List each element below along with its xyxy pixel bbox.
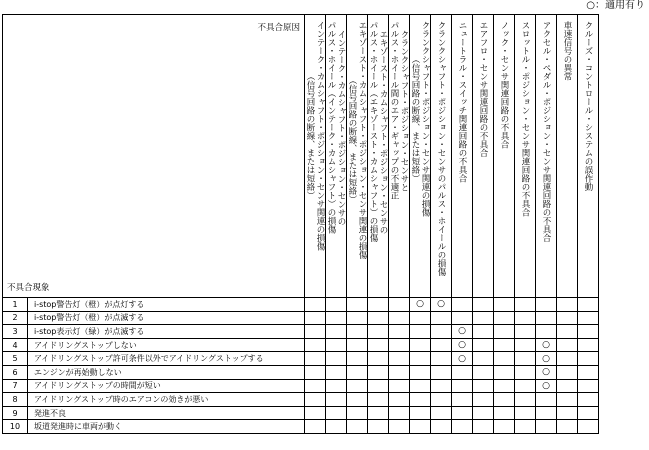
applicability-cell <box>452 298 473 312</box>
applicability-cell <box>410 365 431 379</box>
applicability-cell <box>473 298 494 312</box>
phenomenon-text: アイドリングストップ時のエアコンの効きが悪い <box>28 393 305 407</box>
cause-column-header <box>557 15 578 298</box>
applicability-cell <box>452 406 473 420</box>
applicability-cell <box>536 406 557 420</box>
cause-column-header <box>473 15 494 298</box>
row-number: 1 <box>3 298 28 312</box>
cause-column-header <box>305 15 326 298</box>
applicability-cell <box>389 393 410 407</box>
applicability-cell <box>557 352 578 366</box>
applicability-cell <box>494 298 515 312</box>
row-number: 5 <box>3 352 28 366</box>
cause-column-label: クランクシャフト・ポジション・センサのパルス・ホイールの損傷 <box>436 21 446 276</box>
phenomenon-text: エンジンが再始動しない <box>28 365 305 379</box>
applicability-cell: ○ <box>536 365 557 379</box>
phenomenon-text: 発進不良 <box>28 406 305 420</box>
applicability-cell <box>557 365 578 379</box>
applicability-cell <box>410 393 431 407</box>
applicability-cell <box>494 352 515 366</box>
applicability-cell <box>578 365 599 379</box>
applicability-cell <box>473 325 494 339</box>
applicability-cell <box>305 393 326 407</box>
applicability-cell <box>452 379 473 393</box>
phenomenon-text: アイドリングストップ許可条件以外でアイドリングストップする <box>28 352 305 366</box>
applicability-cell <box>410 379 431 393</box>
cause-column-label: （信号回路の断線、または短絡） <box>305 72 315 200</box>
applicability-cell <box>557 379 578 393</box>
applicability-cell <box>368 420 389 434</box>
phenomenon-text: アイドリングストップしない <box>28 338 305 352</box>
applicability-cell <box>557 393 578 407</box>
applicability-cell <box>368 393 389 407</box>
applicability-cell <box>431 365 452 379</box>
applicability-cell: ○ <box>410 298 431 312</box>
cause-column-label: クルーズ・コントロール・システムの誤作動 <box>583 21 593 191</box>
applicability-cell <box>452 393 473 407</box>
applicability-cell <box>305 325 326 339</box>
applicability-cell <box>494 365 515 379</box>
applicability-cell <box>389 325 410 339</box>
applicability-cell <box>389 365 410 379</box>
applicability-cell <box>347 420 368 434</box>
cause-column-header <box>494 15 515 298</box>
table-row <box>3 420 599 434</box>
cause-column-header <box>347 15 368 298</box>
applicability-cell <box>326 406 347 420</box>
applicability-cell <box>578 379 599 393</box>
applicability-cell <box>368 338 389 352</box>
applicability-cell <box>494 379 515 393</box>
applicability-cell <box>557 298 578 312</box>
applicability-cell <box>368 365 389 379</box>
cause-column-label: エキゾースト・カムシャフト・ポジション・センサの <box>378 29 388 234</box>
table-row <box>3 311 599 325</box>
cause-column-label: アクセル・ペダル・ポジション・センサ関連回路の不具合 <box>541 21 551 242</box>
applicability-cell <box>473 379 494 393</box>
cause-column-label: ニュートラル・スイッチ関連回路の不具合 <box>457 21 467 183</box>
applicability-cell <box>347 325 368 339</box>
applicability-cell <box>452 311 473 325</box>
applicability-cell <box>473 338 494 352</box>
cause-column-label: パルス・ホイール間のエア・ギャップの不適正 <box>389 21 399 200</box>
applicability-cell: ○ <box>536 338 557 352</box>
applicability-cell <box>557 311 578 325</box>
applicability-cell <box>389 298 410 312</box>
applicability-cell <box>578 406 599 420</box>
applicability-cell <box>515 325 536 339</box>
applicability-cell <box>536 311 557 325</box>
cause-column-label: エキゾースト・カムシャフト・ポジション・センサ関連の損傷 <box>357 21 367 259</box>
fault-table <box>2 14 599 434</box>
applicability-cell <box>515 311 536 325</box>
applicability-cell <box>368 406 389 420</box>
applicability-cell <box>368 311 389 325</box>
applicability-cell <box>557 406 578 420</box>
applicability-cell <box>347 298 368 312</box>
applicability-cell <box>452 420 473 434</box>
applicability-cell <box>305 365 326 379</box>
applicability-cell <box>347 393 368 407</box>
applicability-cell <box>326 298 347 312</box>
applicability-cell <box>389 420 410 434</box>
applicability-cell <box>326 352 347 366</box>
phenomenon-label: 不具合現象 <box>7 283 50 293</box>
row-number: 7 <box>3 379 28 393</box>
applicability-cell <box>473 420 494 434</box>
applicability-cell <box>347 365 368 379</box>
applicability-cell <box>410 325 431 339</box>
applicability-cell: ○ <box>452 325 473 339</box>
applicability-cell <box>389 379 410 393</box>
cause-column-label: クランクシャフト・ポジション・センサと <box>399 29 409 191</box>
applicability-cell <box>578 325 599 339</box>
applicability-cell <box>557 420 578 434</box>
applicability-cell <box>536 420 557 434</box>
applicability-cell <box>347 352 368 366</box>
applicability-cell <box>494 338 515 352</box>
applicability-cell <box>347 311 368 325</box>
row-number: 8 <box>3 393 28 407</box>
applicability-cell <box>515 379 536 393</box>
table-body <box>3 298 599 434</box>
applicability-cell <box>326 379 347 393</box>
table-row <box>3 379 599 393</box>
applicability-cell <box>431 311 452 325</box>
cause-column-header <box>368 15 389 298</box>
applicability-cell <box>515 393 536 407</box>
applicability-cell <box>389 338 410 352</box>
table-row <box>3 393 599 407</box>
applicability-cell <box>578 420 599 434</box>
applicability-cell <box>557 338 578 352</box>
applicability-cell: ○ <box>536 379 557 393</box>
applicability-cell <box>347 406 368 420</box>
cause-column-header <box>515 15 536 298</box>
applicability-cell <box>515 352 536 366</box>
cause-column-label: 車速信号の異常 <box>562 21 572 81</box>
row-number: 9 <box>3 406 28 420</box>
applicability-cell <box>368 325 389 339</box>
applicability-cell <box>326 420 347 434</box>
row-number: 3 <box>3 325 28 339</box>
header-row <box>3 15 599 298</box>
applicability-cell <box>578 393 599 407</box>
applicability-cell <box>515 338 536 352</box>
applicability-cell <box>326 325 347 339</box>
applicability-cell <box>431 352 452 366</box>
cause-column-header <box>536 15 557 298</box>
applicability-cell <box>578 338 599 352</box>
applicability-cell <box>410 420 431 434</box>
applicability-cell <box>389 406 410 420</box>
corner-cell <box>3 15 305 298</box>
applicability-cell <box>368 298 389 312</box>
cause-column-header <box>410 15 431 298</box>
cause-column-label: ノック・センサ関連回路の不具合 <box>499 21 509 149</box>
applicability-cell <box>578 311 599 325</box>
table-row <box>3 406 599 420</box>
cause-column-label: パルス・ホイール（エキゾースト・カムシャフト）の損傷 <box>368 21 378 242</box>
cause-column-label: エアフロ・センサ関連回路の不具合 <box>478 21 488 157</box>
cause-column-header <box>431 15 452 298</box>
applicability-cell <box>473 311 494 325</box>
applicability-cell <box>305 379 326 393</box>
cause-column-header <box>389 15 410 298</box>
phenomenon-text: i-stop表示灯（緑）が点滅する <box>28 325 305 339</box>
table-row <box>3 365 599 379</box>
applicability-cell <box>305 298 326 312</box>
row-number: 2 <box>3 311 28 325</box>
applicability-cell <box>536 393 557 407</box>
cause-column-header <box>326 15 347 298</box>
row-number: 4 <box>3 338 28 352</box>
applicability-cell <box>473 393 494 407</box>
applicability-cell <box>515 420 536 434</box>
applicability-cell <box>431 420 452 434</box>
applicability-cell <box>494 420 515 434</box>
applicability-cell <box>410 352 431 366</box>
applicability-cell <box>347 379 368 393</box>
cause-column-label: クランクシャフト・ポジション・センサ関連の損傷 <box>420 21 430 217</box>
cause-column-label: スロットル・ポジション・センサ関連回路の不具合 <box>520 21 530 217</box>
applicability-cell <box>326 365 347 379</box>
cause-column-header <box>578 15 599 298</box>
applicability-cell <box>536 325 557 339</box>
cause-column-label: パルス・ホイール（インテーク・カムシャフト）の損傷 <box>326 21 336 234</box>
phenomenon-text: i-stop警告灯（橙）が点灯する <box>28 298 305 312</box>
applicability-cell <box>305 338 326 352</box>
applicability-cell <box>305 352 326 366</box>
applicability-cell: ○ <box>452 352 473 366</box>
applicability-cell <box>305 406 326 420</box>
applicability-cell <box>305 311 326 325</box>
table-row <box>3 352 599 366</box>
applicability-cell <box>431 393 452 407</box>
applicability-cell <box>515 365 536 379</box>
applicability-cell: ○ <box>536 352 557 366</box>
applicability-cell <box>431 406 452 420</box>
applicability-cell <box>326 338 347 352</box>
applicability-cell <box>389 352 410 366</box>
row-number: 6 <box>3 365 28 379</box>
phenomenon-text: 坂道発進時に車両が動く <box>28 420 305 434</box>
applicability-cell <box>473 352 494 366</box>
applicability-cell: ○ <box>452 338 473 352</box>
applicability-cell <box>557 325 578 339</box>
applicability-cell <box>431 379 452 393</box>
row-number: 10 <box>3 420 28 434</box>
applicability-cell <box>368 352 389 366</box>
applicability-cell <box>578 352 599 366</box>
applicability-cell <box>494 393 515 407</box>
legend: ○：適用有り <box>586 0 645 11</box>
cause-column-label: （信号回路の断線、または短絡） <box>347 76 357 204</box>
table-row <box>3 325 599 339</box>
applicability-cell <box>368 379 389 393</box>
table-row <box>3 338 599 352</box>
applicability-cell <box>410 311 431 325</box>
cause-column-label: インテーク・カムシャフト・ポジション・センサ関連の損傷 <box>315 21 325 251</box>
applicability-cell <box>410 338 431 352</box>
applicability-cell <box>326 311 347 325</box>
cause-column-label: （信号回路の断線、または短絡） <box>410 55 420 183</box>
applicability-cell <box>578 298 599 312</box>
cause-label: 不具合原因 <box>257 23 300 33</box>
applicability-cell <box>389 311 410 325</box>
applicability-cell <box>494 406 515 420</box>
applicability-cell <box>347 338 368 352</box>
applicability-cell <box>326 393 347 407</box>
applicability-cell <box>473 406 494 420</box>
applicability-cell <box>431 325 452 339</box>
applicability-cell: ○ <box>431 298 452 312</box>
applicability-cell <box>431 338 452 352</box>
applicability-cell <box>536 298 557 312</box>
applicability-cell <box>410 406 431 420</box>
cause-column-label: インテーク・カムシャフト・ポジション・センサの <box>336 29 346 225</box>
applicability-cell <box>515 406 536 420</box>
applicability-cell <box>494 311 515 325</box>
cause-column-header <box>452 15 473 298</box>
applicability-cell <box>515 298 536 312</box>
applicability-cell <box>494 325 515 339</box>
applicability-cell <box>305 420 326 434</box>
phenomenon-text: アイドリングストップの時間が短い <box>28 379 305 393</box>
applicability-cell <box>473 365 494 379</box>
table-row <box>3 298 599 312</box>
phenomenon-text: i-stop警告灯（橙）が点滅する <box>28 311 305 325</box>
applicability-cell <box>452 365 473 379</box>
